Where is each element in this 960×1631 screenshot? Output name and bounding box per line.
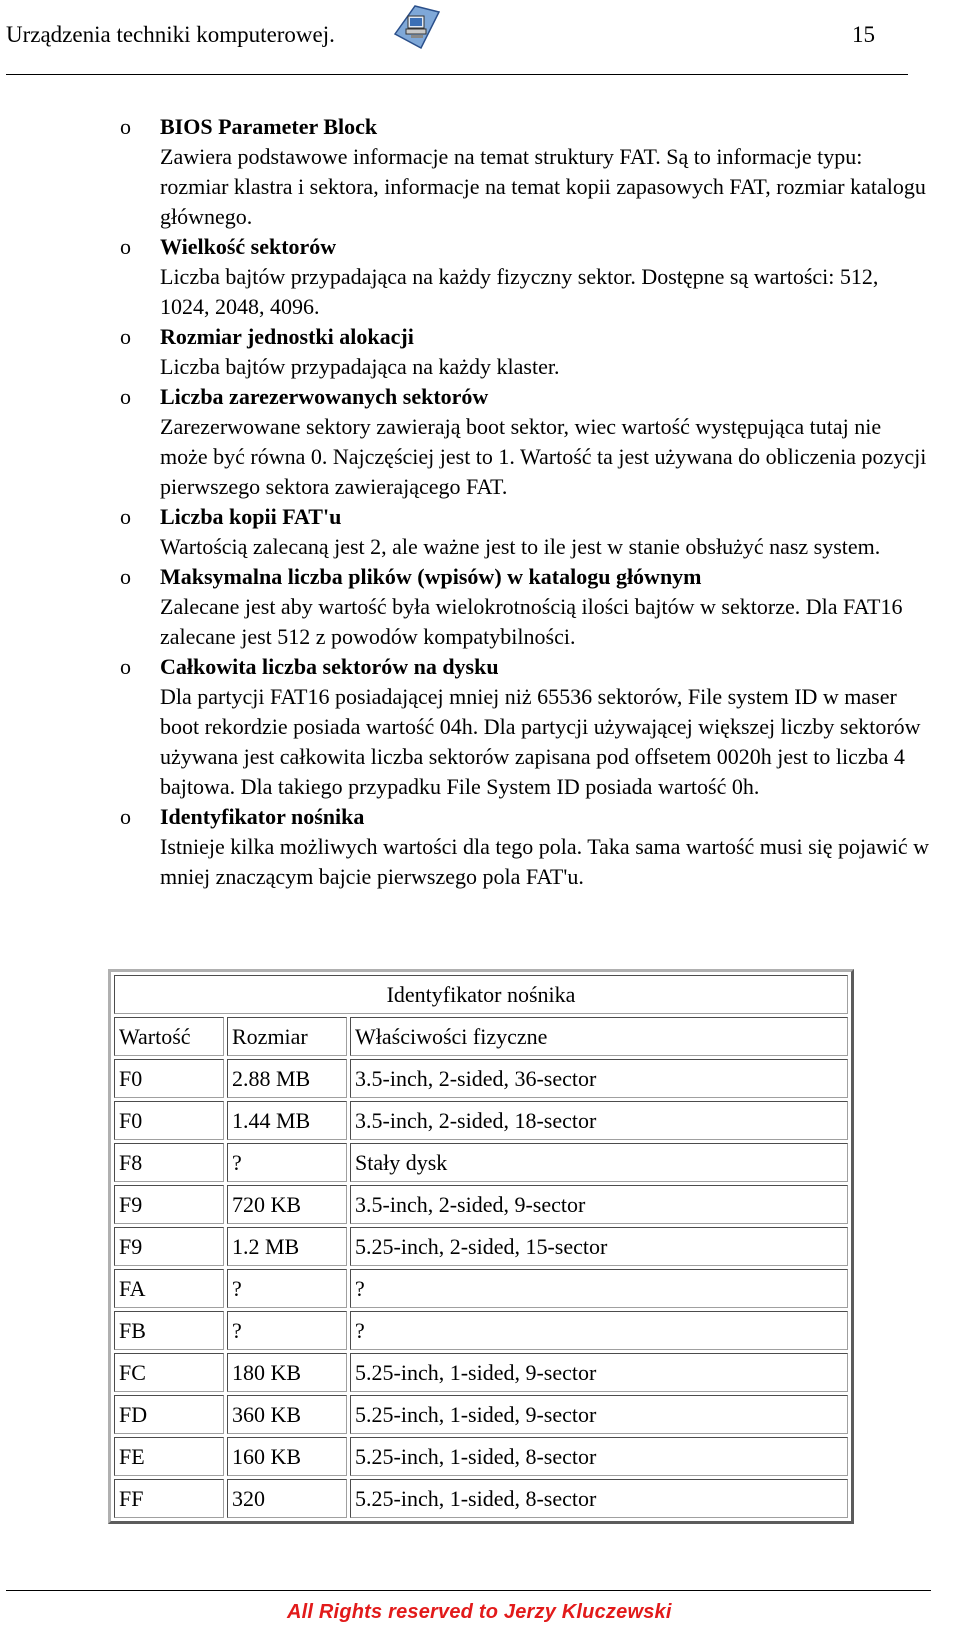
table-cell: F8 bbox=[114, 1143, 224, 1182]
item-heading: Liczba kopii FAT'u bbox=[160, 504, 342, 529]
table-cell: ? bbox=[350, 1269, 848, 1308]
table-row bbox=[114, 1353, 848, 1392]
table-cell: 5.25-inch, 2-sided, 15-sector bbox=[350, 1227, 848, 1266]
document-title: Urządzenia techniki komputerowej. bbox=[6, 22, 335, 47]
bullet-marker: o bbox=[120, 804, 131, 829]
table-cell: 5.25-inch, 1-sided, 9-sector bbox=[350, 1395, 848, 1434]
table-row bbox=[114, 1227, 848, 1266]
table-cell: FB bbox=[114, 1311, 224, 1350]
bullet-marker: o bbox=[120, 324, 131, 349]
table-row bbox=[114, 1059, 848, 1098]
item-body: Zalecane jest aby wartość była wielokrotnością ilości bajtów w sektorze. Dla FAT16 zalecane jest 512 z powodów kompatybilności. bbox=[160, 594, 903, 649]
table-cell: ? bbox=[227, 1269, 347, 1308]
bullet-marker: o bbox=[120, 234, 131, 259]
table-cell: Stały dysk bbox=[350, 1143, 848, 1182]
bullet-marker: o bbox=[120, 504, 131, 529]
table-cell: 3.5-inch, 2-sided, 36-sector bbox=[350, 1059, 848, 1098]
table-cell: 1.2 MB bbox=[227, 1227, 347, 1266]
item-body: Istnieje kilka możliwych wartości dla tego pola. Taka sama wartość musi się pojawić w mniej znaczącym bajcie pierwszego pola FAT'u. bbox=[160, 834, 930, 889]
table-row bbox=[114, 1395, 848, 1434]
list-item bbox=[0, 322, 930, 382]
header-rule bbox=[6, 74, 908, 75]
definition-list bbox=[0, 112, 960, 892]
bullet-marker: o bbox=[120, 654, 131, 679]
bullet-marker: o bbox=[120, 114, 131, 139]
list-item bbox=[0, 562, 930, 652]
table-cell: 320 bbox=[227, 1479, 347, 1518]
table-row bbox=[114, 1185, 848, 1224]
item-heading: Rozmiar jednostki alokacji bbox=[160, 324, 414, 349]
item-heading: Maksymalna liczba plików (wpisów) w katalogu głównym bbox=[160, 564, 702, 589]
table-cell: 5.25-inch, 1-sided, 8-sector bbox=[350, 1479, 848, 1518]
table-cell: 5.25-inch, 1-sided, 9-sector bbox=[350, 1353, 848, 1392]
list-item bbox=[0, 502, 930, 562]
list-item bbox=[0, 802, 930, 892]
table-cell: 180 KB bbox=[227, 1353, 347, 1392]
table-row bbox=[114, 1101, 848, 1140]
item-heading: Liczba zarezerwowanych sektorów bbox=[160, 384, 489, 409]
table-row bbox=[114, 1269, 848, 1308]
table-cell: 2.88 MB bbox=[227, 1059, 347, 1098]
footer-rule bbox=[6, 1590, 931, 1591]
table-cell: FA bbox=[114, 1269, 224, 1308]
table-cell: FF bbox=[114, 1479, 224, 1518]
item-heading: BIOS Parameter Block bbox=[160, 114, 378, 139]
table-cell: F9 bbox=[114, 1227, 224, 1266]
media-id-table bbox=[108, 969, 854, 1524]
table-cell: 3.5-inch, 2-sided, 18-sector bbox=[350, 1101, 848, 1140]
item-heading: Całkowita liczba sektorów na dysku bbox=[160, 654, 499, 679]
media-id-table-wrapper bbox=[108, 969, 854, 1524]
table-cell: 720 KB bbox=[227, 1185, 347, 1224]
table-caption: Identyfikator nośnika bbox=[114, 975, 848, 1014]
computer-icon bbox=[391, 4, 443, 50]
table-cell: 5.25-inch, 1-sided, 8-sector bbox=[350, 1437, 848, 1476]
column-header: Właściwości fizyczne bbox=[350, 1017, 848, 1056]
table-cell: ? bbox=[227, 1311, 347, 1350]
bullet-marker: o bbox=[120, 564, 131, 589]
table-row bbox=[114, 1143, 848, 1182]
table-cell: F0 bbox=[114, 1101, 224, 1140]
table-cell: FC bbox=[114, 1353, 224, 1392]
table-cell: FE bbox=[114, 1437, 224, 1476]
item-body: Zarezerwowane sektory zawierają boot sektor, wiec wartość występująca tutaj nie może być równa 0. Najczęściej jest to 1. Wartość ta jest używana do obliczenia pozycji pierwszego sektora zawierającego FAT. bbox=[160, 414, 927, 499]
table-header-row bbox=[114, 1017, 848, 1056]
page-number: 15 bbox=[852, 22, 875, 47]
table-caption-row bbox=[114, 975, 848, 1014]
table-cell: F0 bbox=[114, 1059, 224, 1098]
table-row bbox=[114, 1479, 848, 1518]
list-item bbox=[0, 382, 930, 502]
item-heading: Identyfikator nośnika bbox=[160, 804, 365, 829]
table-row bbox=[114, 1437, 848, 1476]
list-item bbox=[0, 652, 930, 802]
table-cell: ? bbox=[350, 1311, 848, 1350]
table-cell: ? bbox=[227, 1143, 347, 1182]
item-body: Wartością zalecaną jest 2, ale ważne jest to ile jest w stanie obsłużyć nasz system. bbox=[160, 534, 881, 559]
copyright-footer: All Rights reserved to Jerzy Kluczewski bbox=[287, 1601, 672, 1623]
item-body: Liczba bajtów przypadająca na każdy klaster. bbox=[160, 354, 560, 379]
table-cell: 1.44 MB bbox=[227, 1101, 347, 1140]
column-header: Rozmiar bbox=[227, 1017, 347, 1056]
page-header bbox=[6, 22, 876, 52]
table-cell: 160 KB bbox=[227, 1437, 347, 1476]
item-heading: Wielkość sektorów bbox=[160, 234, 337, 259]
item-body: Dla partycji FAT16 posiadającej mniej niż 65536 sektorów, File system ID w maser boot rekordzie posiada wartość 04h. Dla partycji używającej większej liczby sektorów używana jest całkowita liczba sektorów zapisana pod offsetem 0020h jest to liczba 4 bajtowa. Dla takiego przypadku File System ID posiada wartość 0h. bbox=[160, 684, 921, 799]
item-body: Liczba bajtów przypadająca na każdy fizyczny sektor. Dostępne są wartości: 512, 1024, 2048, 4096. bbox=[160, 264, 879, 319]
table-row bbox=[114, 1311, 848, 1350]
table-cell: F9 bbox=[114, 1185, 224, 1224]
table-cell: FD bbox=[114, 1395, 224, 1434]
bullet-marker: o bbox=[120, 384, 131, 409]
list-item bbox=[0, 112, 930, 232]
item-body: Zawiera podstawowe informacje na temat struktury FAT. Są to informacje typu: rozmiar klastra i sektora, informacje na temat kopii zapasowych FAT, rozmiar katalogu głównego. bbox=[160, 144, 926, 229]
list-item bbox=[0, 232, 930, 322]
column-header: Wartość bbox=[114, 1017, 224, 1056]
table-cell: 360 KB bbox=[227, 1395, 347, 1434]
table-cell: 3.5-inch, 2-sided, 9-sector bbox=[350, 1185, 848, 1224]
